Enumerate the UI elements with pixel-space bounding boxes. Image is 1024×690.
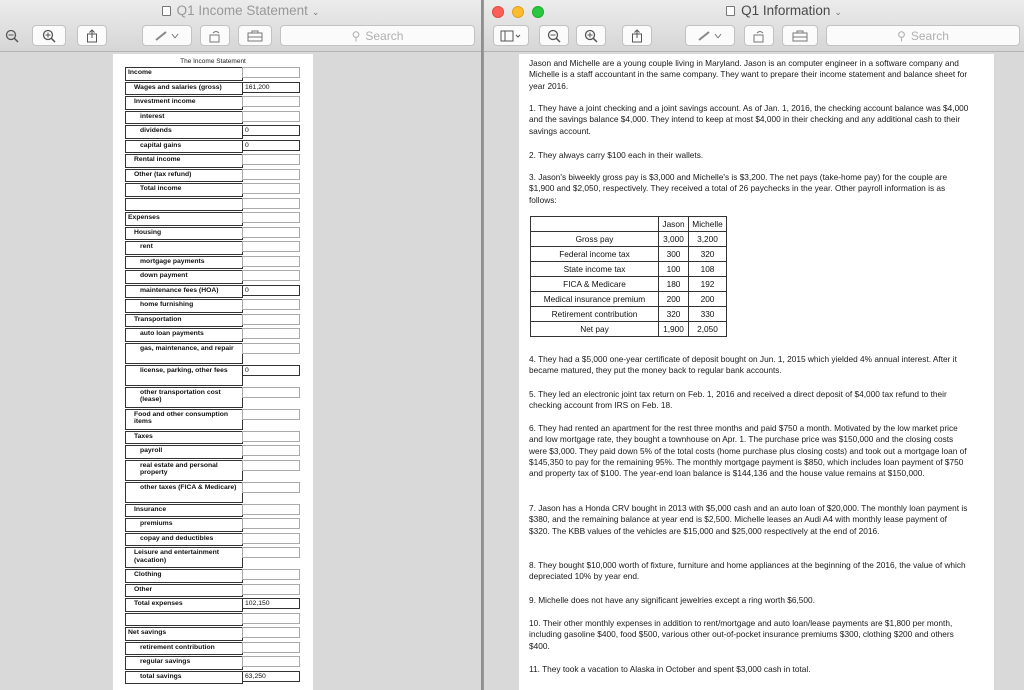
share-icon — [86, 29, 98, 43]
zoom-out-icon — [5, 29, 19, 43]
search-placeholder: Search — [365, 28, 404, 43]
jason-value: 3,000 — [659, 232, 689, 247]
statement-row-label: Leisure and entertainment (vacation) — [125, 547, 243, 568]
michelle-value: 192 — [689, 277, 727, 292]
statement-row-value[interactable] — [242, 212, 300, 223]
statement-row-label: Total income — [125, 183, 243, 197]
window-controls — [492, 6, 544, 18]
payroll-item: Gross pay — [531, 232, 659, 247]
payroll-table — [530, 216, 727, 337]
rotate-button[interactable] — [200, 25, 230, 46]
statement-row-value[interactable] — [242, 241, 300, 252]
header-michelle: Michelle — [689, 217, 727, 232]
payroll-row — [531, 262, 727, 277]
paragraph-11: 11. They took a vacation to Alaska in October and spent $3,000 cash in total. — [529, 664, 811, 674]
statement-row-label: dividends — [125, 125, 243, 139]
markup-button[interactable] — [685, 25, 735, 46]
left-toolbar — [0, 0, 481, 52]
statement-row-label: Total expenses — [125, 598, 243, 612]
jason-value: 320 — [659, 307, 689, 322]
share-button[interactable] — [622, 25, 652, 46]
statement-row-value[interactable] — [242, 533, 300, 544]
chevron-down-icon: ⌄ — [311, 7, 320, 17]
right-document-area[interactable] — [484, 52, 1024, 690]
share-icon — [631, 29, 643, 43]
statement-row-label: Clothing — [125, 569, 243, 583]
statement-row-value[interactable] — [242, 256, 300, 267]
toolbox-icon — [247, 30, 263, 42]
payroll-row — [531, 292, 727, 307]
zoom-out-button[interactable] — [539, 25, 569, 46]
paragraph-7: 7. Jason has a Honda CRV bought in 2013 with $5,000 cash and an auto loan of $20,000. The monthly loan payment is $380, and the remaining balance at year end is $2,500. Michelle leases an Audi A4 with monthly lease payment of $320. The KBB values of the vehicles are $15,000 and $25,000 respectively at the end of 2016. — [529, 503, 968, 536]
payroll-item: Federal income tax — [531, 247, 659, 262]
jason-value: 200 — [659, 292, 689, 307]
zoom-out-icon — [547, 29, 561, 43]
left-title-text: Q1 Income Statement — [176, 3, 308, 18]
pen-icon — [152, 30, 182, 42]
left-search-field[interactable] — [280, 25, 475, 46]
statement-row-label: Expenses — [125, 212, 243, 226]
statement-row-label: total savings — [125, 671, 243, 685]
header-jason: Jason — [659, 217, 689, 232]
statement-row-label — [125, 613, 243, 627]
table-header-row — [531, 217, 727, 232]
statement-row-value[interactable]: 161,200 — [242, 82, 300, 93]
statement-row-value[interactable] — [242, 111, 300, 122]
zoom-in-button[interactable] — [576, 25, 606, 46]
jason-value: 300 — [659, 247, 689, 262]
payroll-row — [531, 307, 727, 322]
statement-row-label: license, parking, other fees — [125, 365, 243, 386]
sidebar-toggle-button[interactable] — [493, 25, 529, 46]
statement-row-label: Wages and salaries (gross) — [125, 82, 243, 96]
payroll-item: State income tax — [531, 262, 659, 277]
statement-row-value[interactable] — [242, 504, 300, 515]
statement-row-label: real estate and personal property — [125, 460, 243, 481]
paragraph-10: 10. Their other monthly expenses in addition to rent/mortgage and auto loan/lease payments are $1,800 per month, including gasoline $400, food $500, various other out-of-pocket insurance premiums $300, clothing $200 and others $400. — [529, 618, 954, 651]
zoom-in-icon — [584, 29, 598, 43]
close-button[interactable] — [492, 6, 504, 18]
toolbox-button[interactable] — [238, 25, 272, 46]
statement-row-value[interactable]: 0 — [242, 125, 300, 136]
statement-row-value[interactable]: 0 — [242, 140, 300, 151]
statement-row-label: Other (tax refund) — [125, 169, 243, 183]
statement-row-label: Investment income — [125, 96, 243, 110]
statement-row-label: regular savings — [125, 656, 243, 670]
michelle-value: 200 — [689, 292, 727, 307]
rotate-button[interactable] — [744, 25, 774, 46]
payroll-item: FICA & Medicare — [531, 277, 659, 292]
header-cell — [531, 217, 659, 232]
statement-row-label: premiums — [125, 518, 243, 532]
paragraph-intro: Jason and Michelle are a young couple living in Maryland. Jason is an computer engineer in a software company and Michelle is a staff accountant in the same company. They want to prepare their income statement and balance sheet for year 2016. — [529, 58, 968, 91]
michelle-value: 320 — [689, 247, 727, 262]
payroll-row — [531, 232, 727, 247]
search-icon: ⚲ — [351, 28, 361, 43]
statement-row-label: auto loan payments — [125, 328, 243, 342]
statement-row-value[interactable] — [242, 183, 300, 194]
michelle-value: 2,050 — [689, 322, 727, 337]
michelle-value: 330 — [689, 307, 727, 322]
rotate-icon — [752, 29, 766, 43]
toolbox-button[interactable] — [782, 25, 818, 46]
statement-row-value[interactable] — [242, 96, 300, 107]
statement-row-value[interactable] — [242, 584, 300, 595]
statement-row-value[interactable] — [242, 387, 300, 398]
minimize-button[interactable] — [512, 6, 524, 18]
zoom-button[interactable] — [532, 6, 544, 18]
statement-row-value[interactable] — [242, 569, 300, 580]
zoom-out-button[interactable] — [2, 25, 22, 46]
search-placeholder: Search — [910, 28, 949, 43]
right-toolbar — [484, 0, 1024, 52]
payroll-item: Retirement contribution — [531, 307, 659, 322]
statement-row-label: Transportation — [125, 314, 243, 328]
statement-row-value[interactable] — [242, 518, 300, 529]
jason-value: 1,900 — [659, 322, 689, 337]
statement-row-value[interactable] — [242, 299, 300, 310]
right-window-title[interactable] — [544, 3, 1024, 18]
michelle-value: 108 — [689, 262, 727, 277]
statement-row-label: Food and other consumption items — [125, 409, 243, 430]
statement-row-value[interactable] — [242, 409, 300, 420]
statement-row-label: Net savings — [125, 627, 243, 641]
statement-row-value[interactable]: 0 — [242, 285, 300, 296]
statement-row-value[interactable] — [242, 642, 300, 653]
zoom-in-icon — [42, 29, 56, 43]
statement-row-value[interactable]: 0 — [242, 365, 300, 376]
statement-row-value[interactable]: 102,150 — [242, 598, 300, 609]
payroll-row — [531, 277, 727, 292]
statement-row-value[interactable] — [242, 482, 300, 493]
information-window — [483, 0, 1024, 690]
statement-row-label: copay and deductibles — [125, 533, 243, 547]
statement-row-value[interactable] — [242, 613, 300, 624]
statement-row-label: other taxes (FICA & Medicare) — [125, 482, 243, 503]
statement-row-value[interactable] — [242, 656, 300, 667]
statement-row-value[interactable] — [242, 343, 300, 354]
statement-row-value[interactable] — [242, 328, 300, 339]
paragraph-4: 4. They had a $5,000 one-year certificate of deposit bought on Jun. 1, 2015 which yielded 4% annual interest. After it became matured, they put the money back to regular bank accounts. — [529, 354, 957, 376]
chevron-down-icon: ⌄ — [834, 7, 842, 17]
pen-icon — [695, 30, 725, 42]
statement-row-label: Housing — [125, 227, 243, 241]
paragraph-3: 3. Jason's biweekly gross pay is $3,000 and Michelle's is $3,200. The net pays (take-home pay) for the couple are $1,900 and $2,050, respectively. They received a total of 26 paychecks in the year. Other payroll information is as follows: — [529, 172, 948, 205]
statement-row-value[interactable] — [242, 547, 300, 558]
statement-row-label: payroll — [125, 445, 243, 459]
statement-row-label: interest — [125, 111, 243, 125]
jason-value: 100 — [659, 262, 689, 277]
payroll-item: Medical insurance premium — [531, 292, 659, 307]
rotate-icon — [208, 29, 222, 43]
document-icon — [162, 6, 171, 16]
statement-row-value[interactable]: 63,250 — [242, 671, 300, 682]
statement-row-value[interactable] — [242, 67, 300, 78]
jason-value: 180 — [659, 277, 689, 292]
statement-row-value[interactable] — [242, 227, 300, 238]
statement-row-label: other transportation cost (lease) — [125, 387, 243, 408]
statement-row-value[interactable] — [242, 460, 300, 471]
statement-row-value[interactable] — [242, 270, 300, 281]
paragraph-5: 5. They led an electronic joint tax return on Feb. 1, 2016 and received a direct deposit of $4,000 tax refund to their checking account from IRS on Feb. 18. — [529, 389, 947, 411]
statement-row-label: Insurance — [125, 504, 243, 518]
statement-row-label: mortgage payments — [125, 256, 243, 270]
payroll-row — [531, 322, 727, 337]
paragraph-1: 1. They have a joint checking and a joint savings account. As of Jan. 1, 2016, the checking account balance was $4,000 and the savings balance $4,000. They intend to keep at most $4,000 in their checking and any additional cash to their savings account. — [529, 103, 969, 136]
income-statement-page — [113, 54, 313, 690]
paragraph-2: 2. They always carry $100 each in their wallets. — [529, 150, 704, 160]
statement-row-label: capital gains — [125, 140, 243, 154]
statement-row-value[interactable] — [242, 314, 300, 325]
sidebar-icon — [500, 30, 522, 42]
statement-row-label: Income — [125, 67, 243, 81]
paragraph-9: 9. Michelle does not have any significant jewelries except a ring worth $6,500. — [529, 595, 815, 605]
statement-row-value[interactable] — [242, 431, 300, 442]
statement-row-label: down payment — [125, 270, 243, 284]
statement-row-label: Other — [125, 584, 243, 598]
page-title: The Income Statement — [180, 58, 246, 65]
income-statement-window — [0, 0, 481, 690]
statement-row-label: Taxes — [125, 431, 243, 445]
payroll-item: Net pay — [531, 322, 659, 337]
statement-row-value[interactable] — [242, 198, 300, 209]
statement-row-label: gas, maintenance, and repair — [125, 343, 243, 364]
statement-row-value[interactable] — [242, 445, 300, 456]
statement-row-label: retirement contribution — [125, 642, 243, 656]
paragraph-8: 8. They bought $10,000 worth of fixture, furniture and home appliances at the beginning of the 2016, the value of which depreciated 10% by year end. — [529, 560, 966, 582]
search-icon: ⚲ — [897, 28, 906, 43]
statement-row-label: rent — [125, 241, 243, 255]
zoom-in-button[interactable] — [32, 25, 66, 46]
paragraph-6: 6. They had rented an apartment for the rest three months and paid $750 a month. Motivated by the low market price and low mortgage rate, they bought a townhouse on Apr. 1. The purchase price was $150,000 and the closing costs were $3,000. They paid down 5% of the total costs (home purchase plus closing costs) and took out a mortgage loan of $145,350 to pay for the remaining 95%. The monthly mortgage payment is $850, which includes loan payment of $750 and property tax of $100. The year-end loan balance is $144,136 and the house value remains at $150,000. — [529, 423, 967, 479]
statement-row-value[interactable] — [242, 169, 300, 180]
payroll-row — [531, 247, 727, 262]
left-document-area[interactable] — [0, 52, 481, 690]
right-search-field[interactable] — [826, 25, 1020, 46]
left-window-title[interactable] — [0, 3, 481, 18]
right-title-text: Q1 Information — [741, 3, 831, 18]
statement-row-label: home furnishing — [125, 299, 243, 313]
statement-row-label: Rental income — [125, 154, 243, 168]
share-button[interactable] — [77, 25, 107, 46]
information-page — [519, 54, 994, 690]
statement-row-label: maintenance fees (HOA) — [125, 285, 243, 299]
statement-row-value[interactable] — [242, 627, 300, 638]
michelle-value: 3,200 — [689, 232, 727, 247]
markup-button[interactable] — [142, 25, 192, 46]
statement-row-value[interactable] — [242, 154, 300, 165]
toolbox-icon — [792, 30, 808, 42]
document-icon — [726, 6, 735, 16]
statement-row-label — [125, 198, 243, 212]
